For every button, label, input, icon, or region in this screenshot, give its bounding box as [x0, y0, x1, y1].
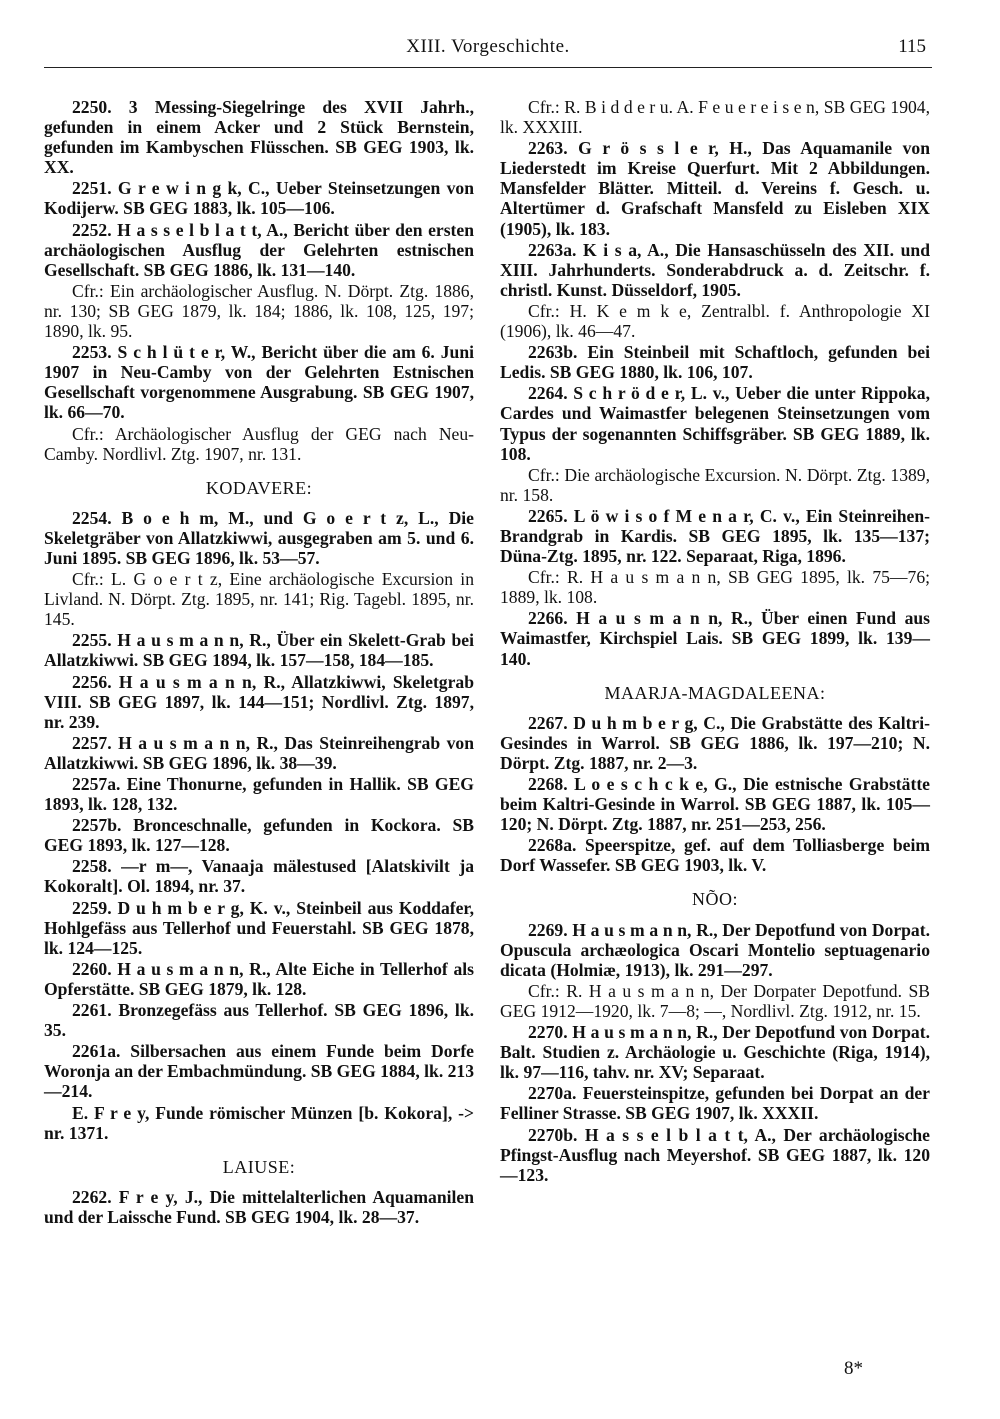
- bibliography-entry: 2257b. Bronceschnalle, gefunden in Kockora. SB GEG 1893, lk. 127—128.: [44, 815, 474, 856]
- bibliography-entry: 2262. F r e y, J., Die mittelalterlichen Aquamanilen und der Laissche Fund. SB GEG 1904, lk. 28—37.: [44, 1186, 474, 1227]
- bibliography-entry: 2257. H a u s m a n n, R., Das Steinreihengrab von Allatzkiwwi. SB GEG 1896, lk. 38—39.: [44, 732, 474, 773]
- cross-reference: Cfr.: Archäologischer Ausflug der GEG nach Neu-Camby. Nordlivl. Ztg. 1907, nr. 131.: [44, 423, 474, 464]
- section-heading-laiuse: LAIUSE:: [222, 1156, 296, 1177]
- bibliography-entry: 2256. H a u s m a n n, R., Allatzkiwwi, Skeletgrab VIII. SB GEG 1897, lk. 144—151; Nordlivl. Ztg. 1897, nr. 239.: [44, 671, 474, 732]
- bibliography-entry: 2263. G r ö s s l e r, H., Das Aquamanile von Liederstedt im Kreise Querfurt. Mit 2 Abbildungen. Mansfelder Blätter. Mitteil. d. Vereins f. Gesch. u. Altertümer d. Grafschaft Mansfeld zu Eisleben XIX (1905), lk. 183.: [500, 138, 930, 239]
- bibliography-entry: 2270. H a u s m a n n, R., Der Depotfund von Dorpat. Balt. Studien z. Archäologie u. Geschichte (Riga, 1914), lk. 97—116, tahv. nr. XV; Separaat.: [500, 1022, 930, 1083]
- left-column: [44, 97, 474, 1228]
- bibliography-entry: 2250. 3 Messing-Siegelringe des XVII Jahrh., gefunden in einem Acker und 2 Stück Bernstein, gefunden im Kambyschen Flüsschen. SB GEG 1903, lk. XX.: [44, 97, 474, 178]
- bibliography-entry: 2251. G r e w i n g k, C., Ueber Steinsetzungen von Kodijerw. SB GEG 1883, lk. 105—106.: [44, 178, 474, 219]
- bibliography-entry: 2268. L o e s c h c k e, G., Die estnische Grabstätte beim Kaltri-Gesinde in Warrol. SB GEG 1887, lk. 105—120; N. Dörpt. Ztg. 1887, nr. 251—253, 256.: [500, 774, 930, 835]
- cross-reference: Cfr.: R. H a u s m a n n, SB GEG 1895, lk. 75—76; 1889, lk. 108.: [500, 567, 930, 608]
- bibliography-entry: 2266. H a u s m a n n, R., Über einen Fund aus Waimastfer, Kirchspiel Lais. SB GEG 1899, lk. 139—140.: [500, 608, 930, 669]
- cross-reference: Cfr.: Die archäologische Excursion. N. Dörpt. Ztg. 1389, nr. 158.: [500, 464, 930, 505]
- bibliography-entry: 2263b. Ein Steinbeil mit Schaftloch, gefunden bei Ledis. SB GEG 1880, lk. 106, 107.: [500, 342, 930, 383]
- bibliography-entry: 2257a. Eine Thonurne, gefunden in Hallik. SB GEG 1893, lk. 128, 132.: [44, 774, 474, 815]
- bibliography-entry: 2265. L ö w i s o f M e n a r, C. v., Ein Steinreihen-Brandgrab in Kardis. SB GEG 1895, lk. 135—137; Düna-Ztg. 1895, nr. 122. Separaat, Riga, 1896.: [500, 505, 930, 567]
- section-heading-noo: NÕO:: [692, 889, 738, 910]
- bibliography-entry: 2255. H a u s m a n n, R., Über ein Skelett-Grab bei Allatzkiwwi. SB GEG 1894, lk. 157—158, 184—185.: [44, 630, 474, 671]
- cross-reference: Cfr.: R. B i d d e r u. A. F e u e r e i s e n, SB GEG 1904, lk. XXXIII.: [500, 97, 930, 138]
- cross-reference: Cfr.: Ein archäologischer Ausflug. N. Dörpt. Ztg. 1886, nr. 130; SB GEG 1879, lk. 184; 1886, lk. 108, 125, 197; 1890, lk. 95.: [44, 280, 474, 342]
- bibliography-entry: 2269. H a u s m a n n, R., Der Depotfund von Dorpat. Opuscula archæologica Oscari Montelio septuagenario dicata (Holmiæ, 1913), lk. 291—297.: [500, 919, 930, 980]
- bibliography-entry: 2252. H a s s e l b l a t t, A., Bericht über den ersten archäologischen Ausflug der Gelehrten estnischen Gesellschaft. SB GEG 1886, lk. 131—140.: [44, 219, 474, 280]
- bibliography-entry: 2267. D u h m b e r g, C., Die Grabstätte des Kaltri-Gesindes in Warrol. SB GEG 1886, lk. 197—210; N. Dörpt. Ztg. 1887, nr. 2—3.: [500, 712, 930, 773]
- right-column: [500, 97, 930, 1186]
- bibliography-entry: E. F r e y, Funde römischer Münzen [b. Kokora], -> nr. 1371.: [44, 1102, 474, 1143]
- bibliography-entry: 2270b. H a s s e l b l a t t, A., Der archäologische Pfingst-Ausflug nach Meyershof. SB GEG 1887, lk. 120—123.: [500, 1124, 930, 1185]
- bibliography-entry: 2253. S c h l ü t e r, W., Bericht über die am 6. Juni 1907 in Neu-Camby von der Gelehrten Estnischen Gesellschaft vorgenommene Ausgrabung. SB GEG 1907, lk. 66—70.: [44, 342, 474, 423]
- bibliography-entry: 2259. D u h m b e r g, K. v., Steinbeil aus Koddafer, Hohlgefäss aus Tellerhof und Feuerstahl. SB GEG 1878, lk. 124—125.: [44, 897, 474, 958]
- bibliography-entry: 2263a. K i s a, A., Die Hansaschüsseln des XII. und XIII. Jahrhunderts. Sonderabdruck a. d. Zeitschr. f. christl. Kunst. Düsseldorf, 1905.: [500, 239, 930, 300]
- page-header: [44, 36, 932, 70]
- bibliography-entry: 2268a. Speerspitze, gef. auf dem Tolliasberge beim Dorf Wassefer. SB GEG 1903, lk. V.: [500, 835, 930, 876]
- bibliography-entry: 2254. B o e h m, M., und G o e r t z, L., Die Skeletgräber von Allatzkiwwi, ausgegraben am 5. und 6. Juni 1895. SB GEG 1896, lk. 53—57.: [44, 507, 474, 568]
- signature-mark: 8*: [844, 1358, 863, 1379]
- bibliography-entry: 2260. H a u s m a n n, R., Alte Eiche in Tellerhof als Opferstätte. SB GEG 1879, lk. 128.: [44, 958, 474, 999]
- bibliography-entry: 2261. Bronzegefäss aus Tellerhof. SB GEG 1896, lk. 35.: [44, 1000, 474, 1041]
- cross-reference: Cfr.: R. H a u s m a n n, Der Dorpater Depotfund. SB GEG 1912—1920, lk. 7—8; —, Nordlivl. Ztg. 1912, nr. 15.: [500, 980, 930, 1021]
- bibliography-entry: 2261a. Silbersachen aus einem Funde beim Dorfe Woronja an der Embachmündung. SB GEG 1884, lk. 213—214.: [44, 1041, 475, 1102]
- running-title: XIII. Vorgeschichte.: [406, 36, 570, 57]
- page-number: 115: [898, 36, 926, 57]
- bibliography-entry: 2264. S c h r ö d e r, L. v., Ueber die unter Rippoka, Cardes und Waimastfer belegenen Steinsetzungen vom Typus der sogenannten Schiffsgräber. SB GEG 1889, lk. 108.: [500, 383, 930, 464]
- cross-reference: Cfr.: H. K e m k e, Zentralbl. f. Anthropologie XI (1906), lk. 46—47.: [500, 300, 930, 342]
- header-rule: [44, 67, 932, 68]
- bibliography-entry: 2258. —r m—, Vanaaja mälestused [Alatskivilt ja Kokoralt]. Ol. 1894, nr. 37.: [44, 856, 474, 897]
- section-heading-kodavere: KODAVERE:: [205, 477, 313, 498]
- section-heading-maarja-magdaleena: MAARJA-MAGDALEENA:: [604, 682, 826, 703]
- cross-reference: Cfr.: L. G o e r t z, Eine archäologische Excursion in Livland. N. Dörpt. Ztg. 1895, nr. 141; Rig. Tagebl. 1895, nr. 145.: [44, 569, 474, 630]
- bibliography-entry: 2270a. Feuersteinspitze, gefunden bei Dorpat an der Felliner Strasse. SB GEG 1907, lk. XXXII.: [500, 1083, 930, 1124]
